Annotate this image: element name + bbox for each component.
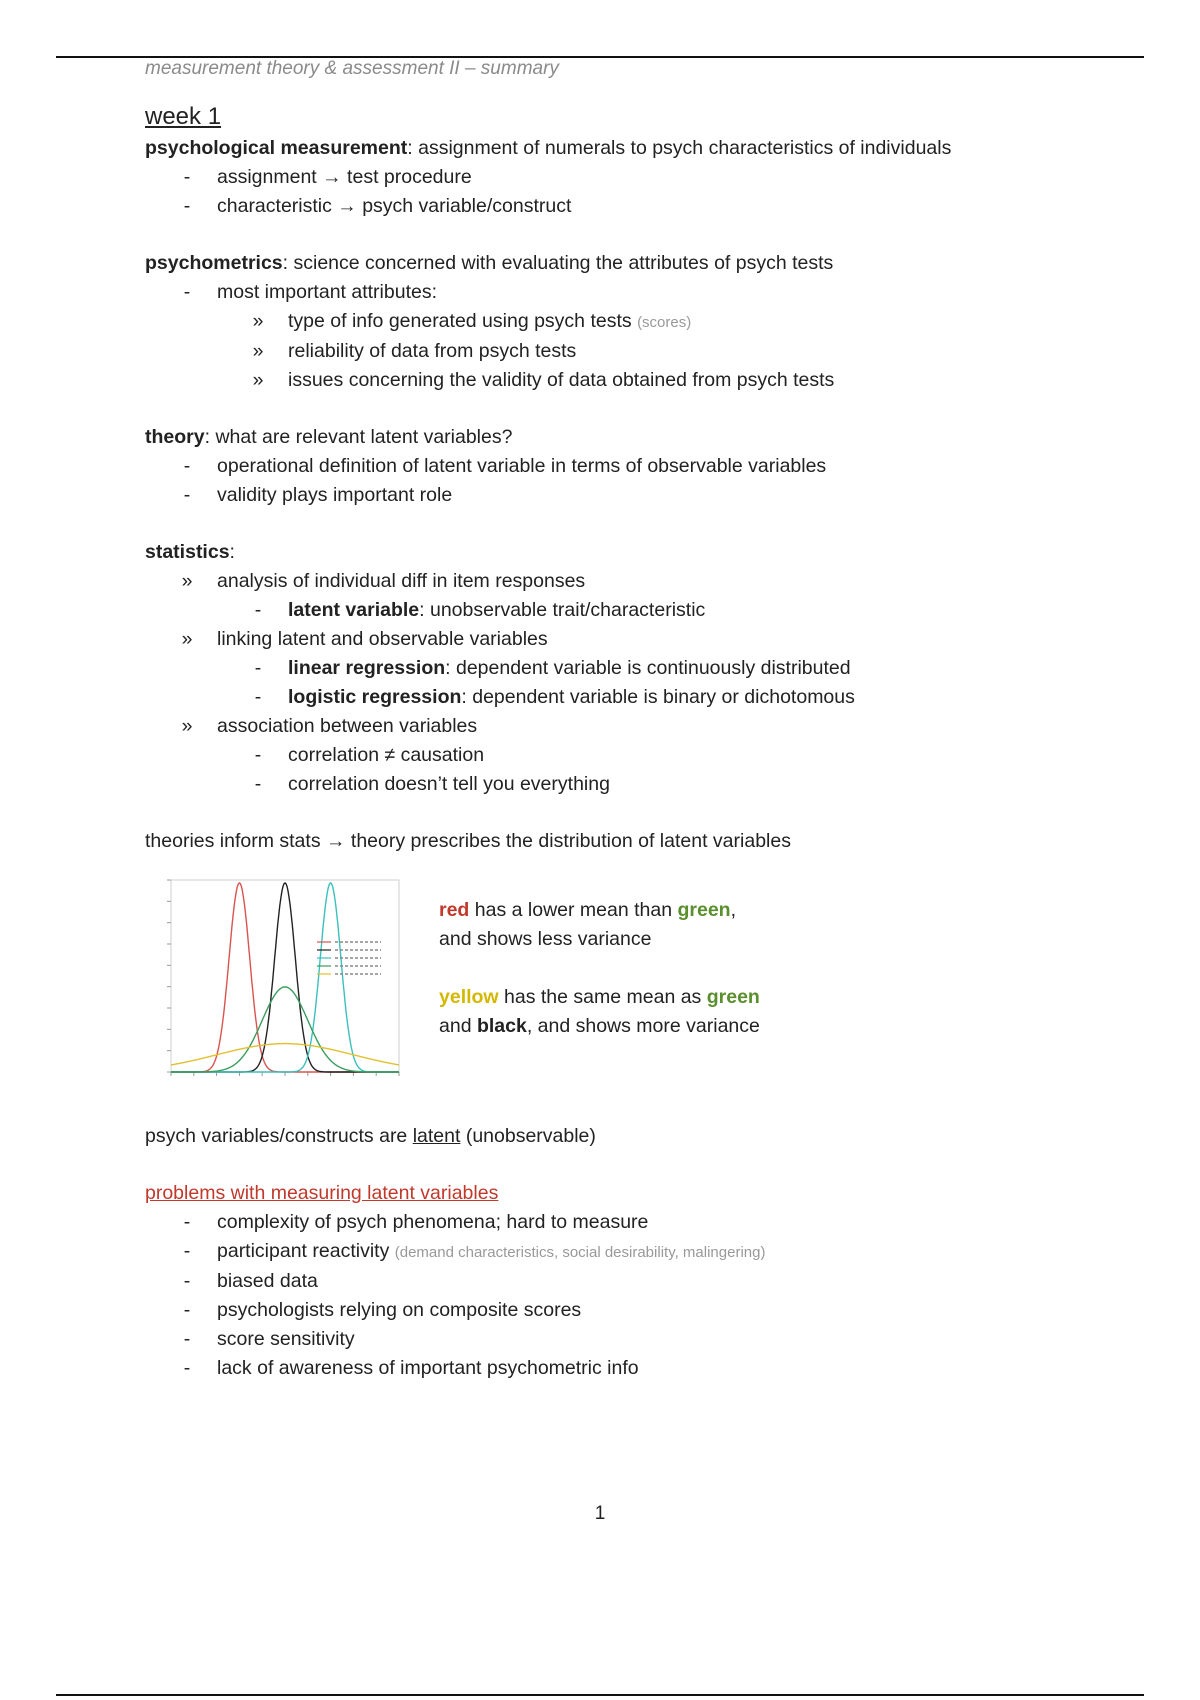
list-item xyxy=(145,596,1125,625)
word-red: red xyxy=(439,899,470,921)
dash-bullet: - xyxy=(254,744,262,766)
list-item xyxy=(145,1208,1125,1237)
caption-line-3 xyxy=(439,983,760,1012)
term-linear-regression: linear regression xyxy=(288,657,446,679)
caption-line-2: and shows less variance xyxy=(439,928,652,950)
list-item xyxy=(145,307,1125,337)
dash-bullet: - xyxy=(254,599,262,621)
dash-bullet: - xyxy=(183,281,191,303)
list-item-text: complexity of psych phenomena; hard to measure xyxy=(217,1211,649,1233)
list-item-text: most important attributes: xyxy=(217,281,438,303)
dash-bullet: - xyxy=(183,1211,191,1233)
footer-rule xyxy=(56,1694,1144,1696)
list-item-text: participant reactivity xyxy=(217,1240,390,1262)
definition-text: : dependent variable is continuously distributed xyxy=(445,657,851,679)
chevron-bullet: » xyxy=(181,570,193,592)
latent-line xyxy=(145,1122,1125,1151)
measurement-definition xyxy=(145,134,1125,163)
list-item xyxy=(145,163,1125,192)
problems-heading: problems with measuring latent variables xyxy=(145,1182,499,1204)
figure-caption xyxy=(439,896,760,1041)
word-green: green xyxy=(677,899,731,921)
list-item-text: linking latent and observable variables xyxy=(217,628,548,650)
spacer xyxy=(145,395,1125,423)
list-item xyxy=(145,337,1125,366)
theory-definition xyxy=(145,423,1125,452)
psychometrics-definition xyxy=(145,249,1125,278)
list-item-text: type of info generated using psych tests xyxy=(288,310,632,332)
week-heading: week 1 xyxy=(145,103,222,130)
dash-bullet: - xyxy=(183,1270,191,1292)
statistics-heading xyxy=(145,538,1125,567)
dash-bullet: - xyxy=(183,1240,191,1262)
list-item-text: reliability of data from psych tests xyxy=(288,340,577,362)
list-item xyxy=(145,683,1125,712)
word-latent: latent xyxy=(412,1125,461,1147)
dash-bullet: - xyxy=(183,484,191,506)
running-header: measurement theory & assessment II – summary xyxy=(145,58,559,79)
spacer xyxy=(145,799,1125,827)
dash-bullet: - xyxy=(183,1328,191,1350)
chevron-bullet: » xyxy=(181,628,193,650)
list-item-text: correlation doesn’t tell you everything xyxy=(288,773,610,795)
list-item xyxy=(145,366,1125,395)
dash-bullet: - xyxy=(254,686,262,708)
list-item-text: operational definition of latent variable in terms of observable variables xyxy=(217,455,827,477)
caption-line-4 xyxy=(439,1012,760,1041)
spacer xyxy=(439,954,760,983)
list-item xyxy=(145,1267,1125,1296)
list-item xyxy=(145,278,1125,307)
dash-bullet: - xyxy=(183,1299,191,1321)
colon: : xyxy=(229,541,235,563)
reactivity-note: (demand characteristics, social desirability, malingering) xyxy=(394,1244,766,1261)
list-item-text: characteristic → psych variable/construct xyxy=(217,195,572,217)
list-item-text: correlation ≠ causation xyxy=(288,744,485,766)
list-item-text: psychologists relying on composite scores xyxy=(217,1299,582,1321)
page-body xyxy=(145,100,1125,1383)
term-psychological-measurement: psychological measurement xyxy=(145,137,408,159)
term-latent-variable: latent variable xyxy=(288,599,420,621)
term-psychometrics: psychometrics xyxy=(145,252,283,274)
dash-bullet: - xyxy=(183,1357,191,1379)
theories-inform-line: theories inform stats → theory prescribes the distribution of latent variables xyxy=(145,830,791,852)
list-item xyxy=(145,770,1125,799)
list-item xyxy=(145,481,1125,510)
definition-text: : science concerned with evaluating the attributes of psych tests xyxy=(282,252,834,274)
list-item xyxy=(145,452,1125,481)
spacer xyxy=(145,510,1125,538)
word-black: black xyxy=(476,1015,527,1037)
scores-note: (scores) xyxy=(637,314,692,331)
list-item-text: validity plays important role xyxy=(217,484,453,506)
dash-bullet: - xyxy=(254,657,262,679)
dash-bullet: - xyxy=(183,455,191,477)
list-item xyxy=(145,741,1125,770)
list-item xyxy=(145,654,1125,683)
distribution-figure xyxy=(145,872,1125,1122)
caption-text: and xyxy=(439,1015,477,1037)
latent-line-text: (unobservable) xyxy=(460,1125,596,1147)
list-item-text: issues concerning the validity of data obtained from psych tests xyxy=(288,369,835,391)
list-item-text: lack of awareness of important psychometric info xyxy=(217,1357,639,1379)
dash-bullet: - xyxy=(183,166,191,188)
term-statistics: statistics xyxy=(145,541,230,563)
caption-text: has a lower mean than xyxy=(469,899,678,921)
list-item xyxy=(145,1296,1125,1325)
caption-line-1 xyxy=(439,896,760,925)
list-item xyxy=(145,712,1125,741)
list-item xyxy=(145,1237,1125,1267)
list-item-text: score sensitivity xyxy=(217,1328,355,1350)
chevron-bullet: » xyxy=(181,715,193,737)
word-yellow: yellow xyxy=(439,986,499,1008)
list-item-text: assignment → test procedure xyxy=(217,166,472,188)
definition-text: : dependent variable is binary or dichotomous xyxy=(461,686,855,708)
spacer xyxy=(145,221,1125,249)
caption-text: , and shows more variance xyxy=(526,1015,760,1037)
definition-text: : unobservable trait/characteristic xyxy=(419,599,706,621)
definition-text: : what are relevant latent variables? xyxy=(204,426,513,448)
spacer xyxy=(145,1151,1125,1179)
term-logistic-regression: logistic regression xyxy=(288,686,462,708)
latent-line-text: psych variables/constructs are xyxy=(145,1125,413,1147)
list-item xyxy=(145,1354,1125,1383)
list-item-text: association between variables xyxy=(217,715,478,737)
list-item xyxy=(145,625,1125,654)
chevron-bullet: » xyxy=(252,310,264,332)
term-theory: theory xyxy=(145,426,205,448)
list-item xyxy=(145,192,1125,221)
dash-bullet: - xyxy=(254,773,262,795)
dash-bullet: - xyxy=(183,195,191,217)
chevron-bullet: » xyxy=(252,340,264,362)
distribution-chart xyxy=(149,872,405,1094)
list-item xyxy=(145,567,1125,596)
list-item-text: analysis of individual diff in item responses xyxy=(217,570,586,592)
caption-text: has the same mean as xyxy=(498,986,707,1008)
definition-text: : assignment of numerals to psych characteristics of individuals xyxy=(407,137,952,159)
list-item xyxy=(145,1325,1125,1354)
chevron-bullet: » xyxy=(252,369,264,391)
list-item-text: biased data xyxy=(217,1270,318,1292)
page-number: 1 xyxy=(594,1503,606,1524)
word-green: green xyxy=(706,986,760,1008)
caption-text: , xyxy=(730,899,737,921)
